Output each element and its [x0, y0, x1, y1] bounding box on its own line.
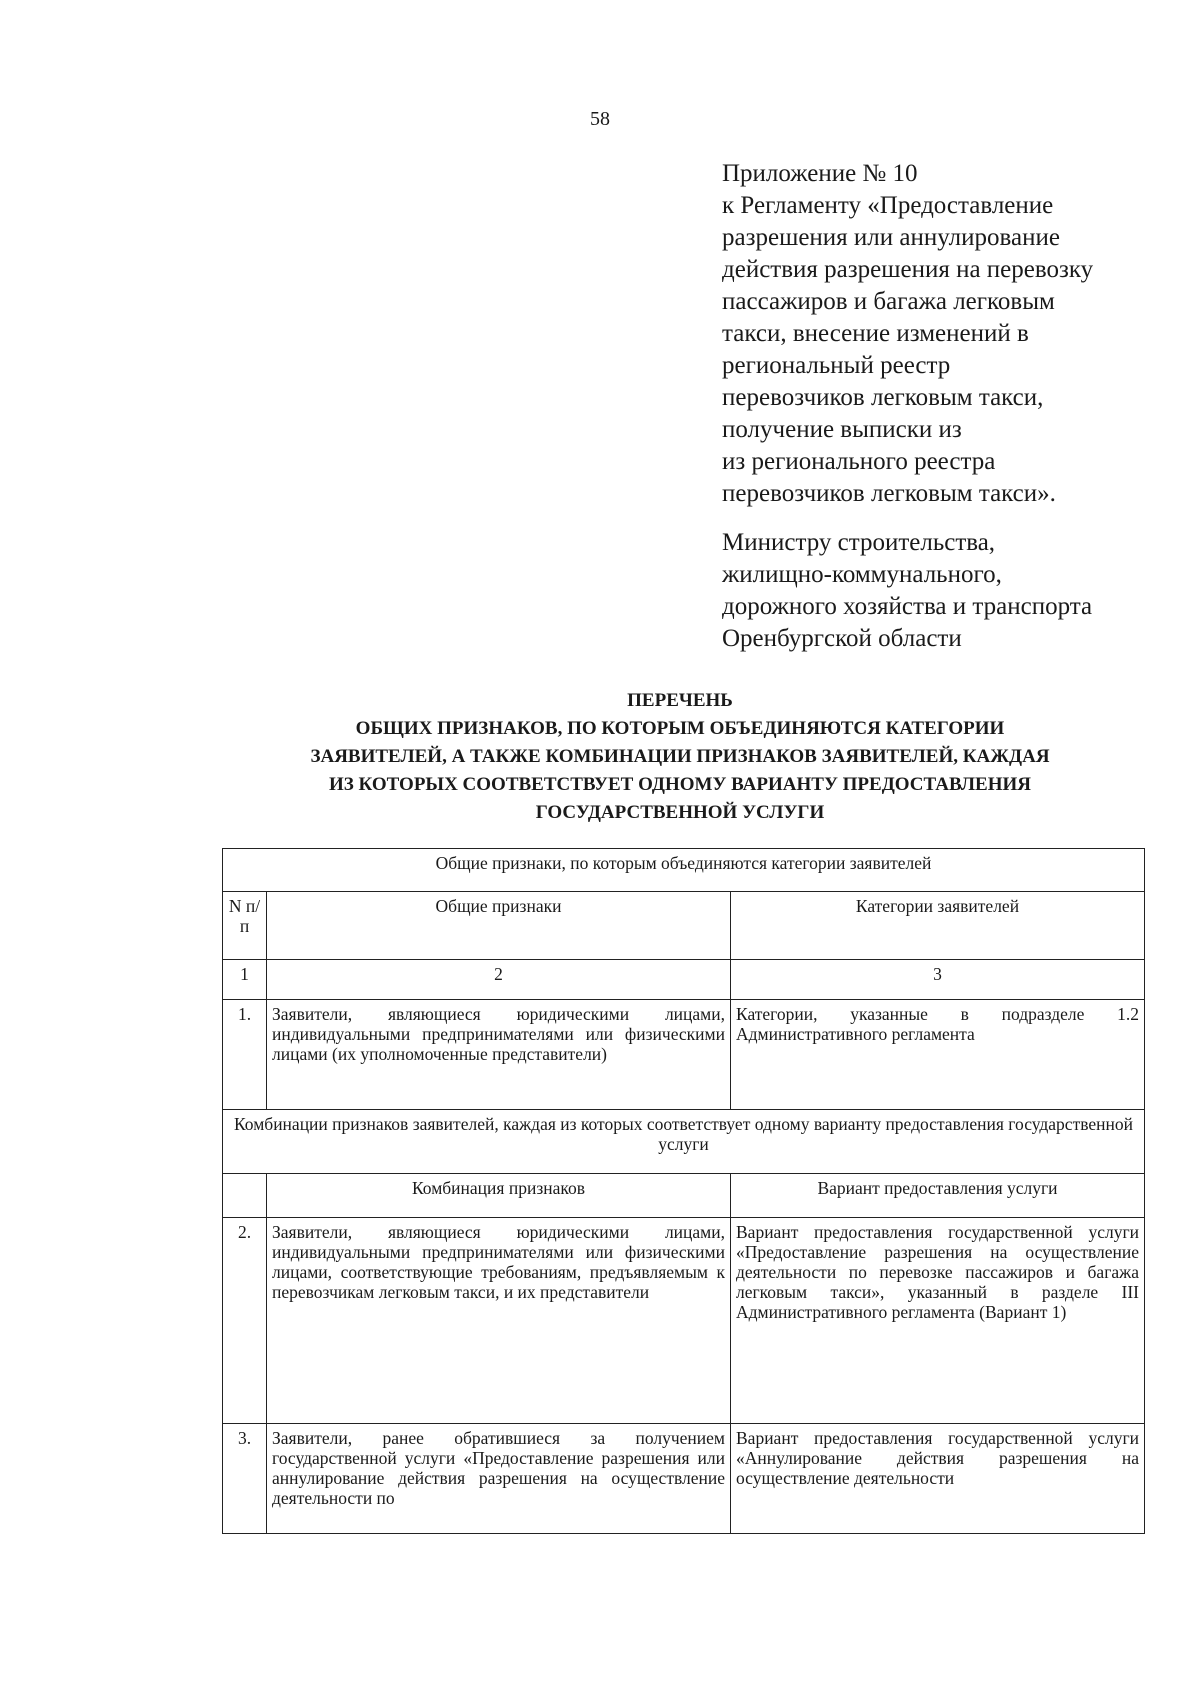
title-line: ГОСУДАРСТВЕННОЙ УСЛУГИ: [535, 802, 825, 823]
row1-categories: Категории, указанные в подразделе 1.2 Административного регламента: [731, 1000, 1145, 1110]
title-line: ЗАЯВИТЕЛЕЙ, А ТАКЖЕ КОМБИНАЦИИ ПРИЗНАКОВ ЗАЯВИТЕЛЕЙ, КАЖДАЯ: [310, 746, 1050, 767]
appendix-line: такси, внесение изменений в: [722, 320, 1029, 347]
col-variant-header: Вариант предоставления услуги: [731, 1174, 1145, 1218]
row1-num: 1.: [223, 1000, 267, 1110]
table-row: [223, 1110, 1145, 1174]
addressee-line: жилищно-коммунального,: [722, 561, 1002, 588]
appendix-line: пассажиров и багажа легковым: [722, 288, 1055, 315]
col-general-header: Общие признаки: [267, 892, 731, 960]
appendix-line: получение выписки из: [722, 416, 962, 443]
row2-num: 2.: [223, 1218, 267, 1424]
addressee-line: Министру строительства,: [722, 529, 996, 556]
title-line: ИЗ КОТОРЫХ СООТВЕТСТВУЕТ ОДНОМУ ВАРИАНТУ ПРЕДОСТАВЛЕНИЯ: [328, 774, 1032, 795]
appendix-line: разрешения или аннулирование: [722, 224, 1060, 251]
table-row: [223, 1000, 1145, 1110]
row3-combination: Заявители, ранее обратившиеся за получением государственной услуги «Предоставление разрешения или аннулирование действия разрешения на осуществление деятельности по: [267, 1424, 731, 1534]
addressee-line: дорожного хозяйства и транспорта: [722, 593, 1093, 620]
row2-combination: Заявители, являющиеся юридическими лицами, индивидуальными предпринимателями или физическими лицами, соответствующие требованиям, предъявляемым к перевозчикам легковым такси, и их представители: [267, 1218, 731, 1424]
appendix-line: Приложение № 10: [722, 160, 918, 187]
col-index-1: 1: [223, 960, 267, 1000]
appendix-line: региональный реестр: [722, 352, 951, 379]
table-row: [223, 849, 1145, 892]
table-row: [223, 1218, 1145, 1424]
row2-variant: Вариант предоставления государственной услуги «Предоставление разрешения на осуществление деятельности по перевозке пассажиров и багажа легковым такси», указанный в разделе III Административного регламента (Вариант 1): [731, 1218, 1145, 1424]
col-num-header: N п/п: [223, 892, 267, 960]
table-row: [223, 960, 1145, 1000]
empty-cell: [223, 1174, 267, 1218]
appendix-line: действия разрешения на перевозку: [722, 256, 1094, 283]
appendix-line: из регионального реестра: [722, 448, 996, 475]
appendix-line: к Регламенту «Предоставление: [722, 192, 1054, 219]
document-title: [220, 687, 1140, 827]
addressee-block: [722, 527, 1162, 655]
col-combination-header: Комбинация признаков: [267, 1174, 731, 1218]
col-categories-header: Категории заявителей: [731, 892, 1145, 960]
col-index-3: 3: [731, 960, 1145, 1000]
row3-num: 3.: [223, 1424, 267, 1534]
table-row: [223, 892, 1145, 960]
row3-variant: Вариант предоставления государственной услуги «Аннулирование действия разрешения на осуществление деятельности: [731, 1424, 1145, 1534]
appendix-line: перевозчиков легковым такси».: [722, 480, 1056, 507]
page-number: 58: [590, 108, 610, 130]
appendix-line: перевозчиков легковым такси,: [722, 384, 1044, 411]
row1-general: Заявители, являющиеся юридическими лицами, индивидуальными предпринимателями или физическими лицами (их уполномоченные представители): [267, 1000, 731, 1110]
addressee-line: Оренбургской области: [722, 625, 962, 652]
appendix-reference: [722, 158, 1142, 510]
title-line: ПЕРЕЧЕНЬ: [627, 690, 733, 711]
criteria-table: [222, 848, 1145, 1534]
section1-header: Общие признаки, по которым объединяются категории заявителей: [223, 849, 1145, 892]
title-line: ОБЩИХ ПРИЗНАКОВ, ПО КОТОРЫМ ОБЪЕДИНЯЮТСЯ КАТЕГОРИИ: [355, 718, 1005, 739]
table-row: [223, 1424, 1145, 1534]
col-index-2: 2: [267, 960, 731, 1000]
table-row: [223, 1174, 1145, 1218]
section2-header: Комбинации признаков заявителей, каждая из которых соответствует одному варианту предоставления государственной услуги: [223, 1110, 1145, 1174]
